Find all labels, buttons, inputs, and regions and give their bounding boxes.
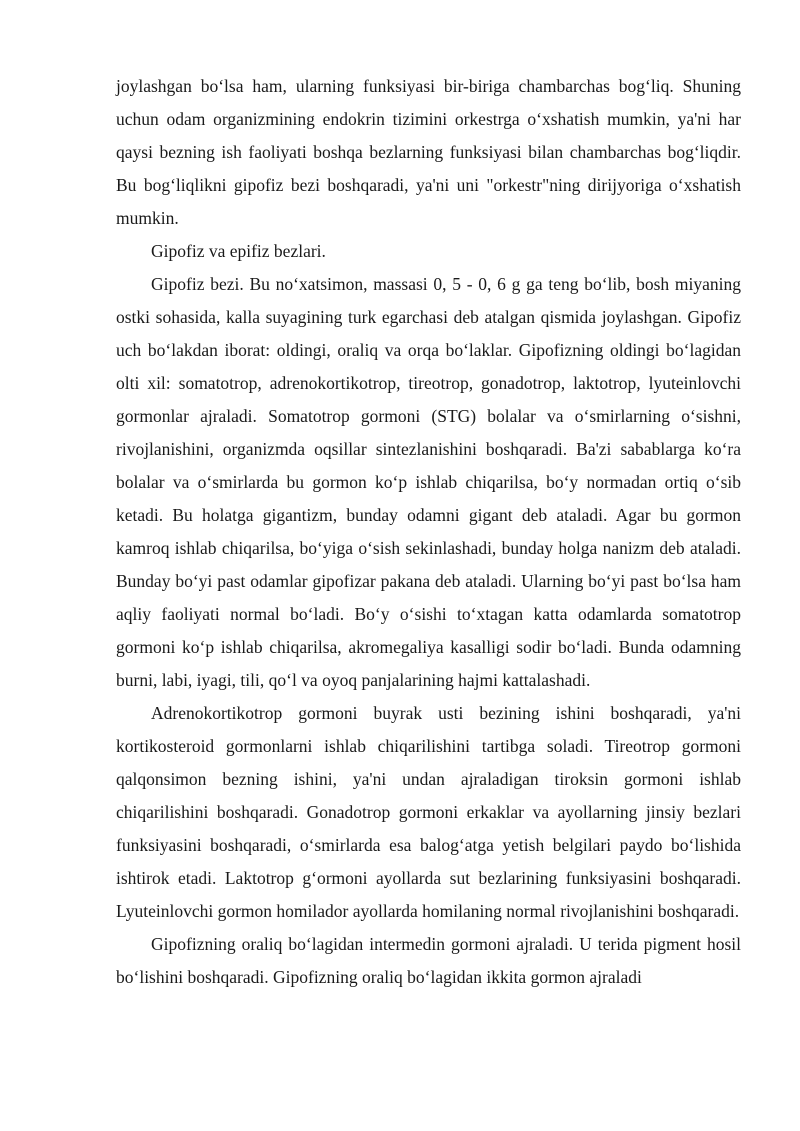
section-heading-pituitary-pineal: Gipofiz va epifiz bezlari. [151,241,326,261]
paragraph-endocrine-orchestra: joylashgan bo‘lsa ham, ularning funksiyasi bir-biriga chambarchas bog‘liq. Shuning uchun odam organizmining endokrin tizimini orkestrga o‘xshatish mumkin, ya'ni har qaysi bezning ish faoliyati boshqa bezlarning funksiyasi bilan chambarchas bog‘liqdir. Bu bog‘liqlikni gipofiz bezi boshqaradi, ya'ni uni "orkestr"ning dirijyoriga o‘xshatish mumkin. [116,76,741,228]
paragraph-intermediate-lobe: Gipofizning oraliq bo‘lagidan intermedin gormoni ajraladi. U terida pigment hosil bo‘lishini boshqaradi. Gipofizning oraliq bo‘lagidan ikkita gormon ajraladi [116,934,741,987]
paragraph-anterior-hormones: Adrenokortikotrop gormoni buyrak usti bezining ishini boshqaradi, ya'ni kortikosteroid gormonlarni ishlab chiqarilishini tartibga soladi. Tireotrop gormoni qalqonsimon bezning ishini, ya'ni undan ajraladigan tiroksin gormoni ishlab chiqarilishini boshqaradi. Gonadotrop gormoni erkaklar va ayollarning jinsiy bezlari funksiyasini boshqaradi, o‘smirlarda esa balog‘atga yetish belgilari paydo bo‘lishida ishtirok etadi. Laktotrop g‘ormoni ayollarda sut bezlarining funksiyasini boshqaradi. Lyuteinlovchi gormon homilador ayollarda homilaning normal rivojlanishini boshqaradi. [116,703,741,921]
paragraph-pituitary-gland: Gipofiz bezi. Bu no‘xatsimon, massasi 0, 5 - 0, 6 g ga teng bo‘lib, bosh miyaning ostki sohasida, kalla suyagining turk egarchasi deb atalgan qismida joylashgan. Gipofiz uch bo‘lakdan iborat: oldingi, oraliq va orqa bo‘laklar. Gipofizning oldingi bo‘lagidan olti xil: somatotrop, adrenokortikotrop, tireotrop, gonadotrop, laktotrop, lyuteinlovchi gormonlar ajraladi. Somatotrop gormoni (STG) bolalar va o‘smirlarning o‘sishni, rivojlanishini, organizmda oqsillar sintezlanishini boshqaradi. Ba'zi sabablarga ko‘ra bolalar va o‘smirlarda bu gormon ko‘p ishlab chiqarilsa, bo‘y normadan ortiq o‘sib ketadi. Bu holatga gigantizm, bunday odamni gigant deb ataladi. Agar bu gormon kamroq ishlab chiqarilsa, bo‘yiga o‘sish sekinlashadi, bunday holga nanizm deb ataladi. Bunday bo‘yi past odamlar gipofizar pakana deb ataladi. Ularning bo‘yi past bo‘lsa ham aqliy faoliyati normal bo‘ladi. Bo‘y o‘sishi to‘xtagan katta odamlarda somatotrop gormoni ko‘p ishlab chiqarilsa, akromegaliya kasalligi sodir bo‘ladi. Bunda odamning burni, labi, iyagi, tili, qo‘l va oyoq panjalarining hajmi kattalashadi. [116,274,741,690]
document-page [116,70,741,994]
